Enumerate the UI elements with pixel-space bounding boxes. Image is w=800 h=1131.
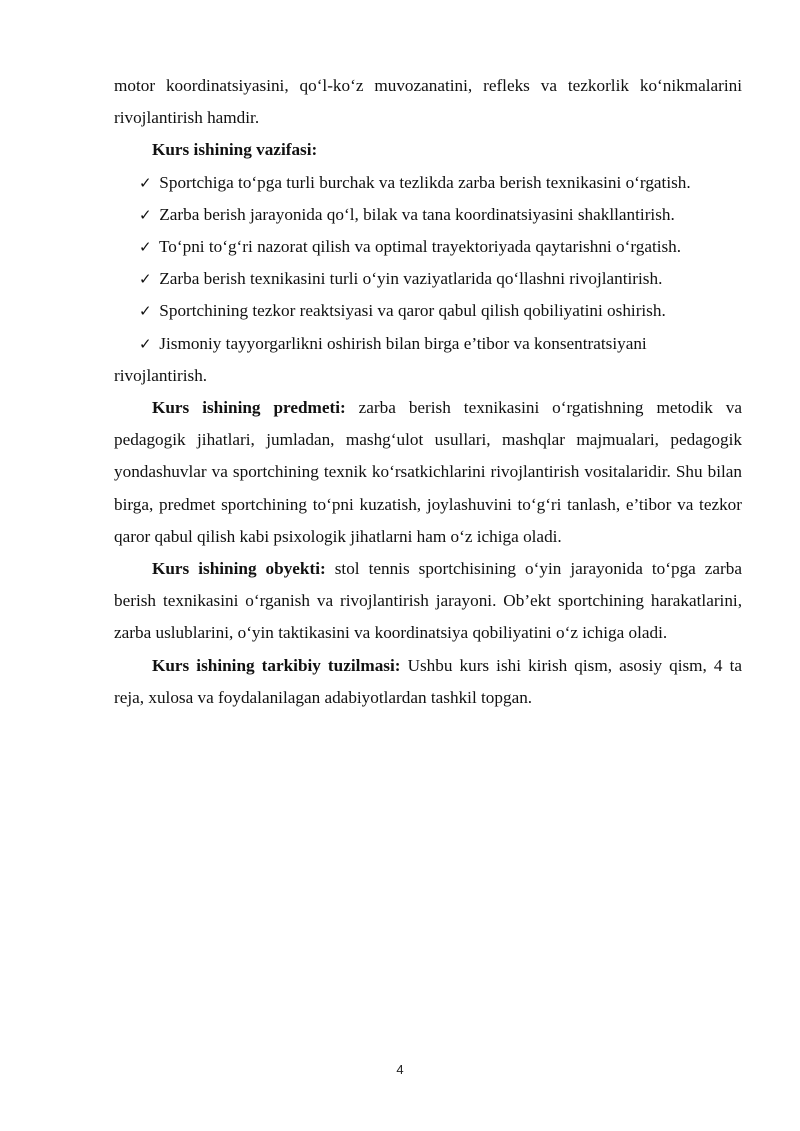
object-label: Kurs ishining obyekti: — [152, 559, 326, 579]
checkmark-icon: ✓ — [139, 270, 152, 289]
checkmark-icon: ✓ — [139, 205, 152, 224]
task-item-text: Sportchining tezkor reaktsiyasi va qaror qabul qilish qobiliyatini oshirish. — [159, 301, 666, 321]
document-page — [114, 70, 742, 714]
task-item-text: Zarba berish jarayonida qo‘l, bilak va tana koordinatsiyasini shakllantirish. — [159, 204, 675, 224]
subject-text: zarba berish texnikasini o‘rgatishning metodik va pedagogik jihatlari, jumladan, mashg‘ulot usullari, mashqlar majmualari, pedagogik yondashuvlar va sportchining texnik ko‘rsatkichlarini rivojlantirish vositalaridir. Shu bilan birga, predmet sportchining to‘pni kuzatish, joylashuvini to‘g‘ri tanlash, e’tibor va tezkor qaror qabul qilish kabi psixologik jihatlarni ham o‘z ichiga oladi. — [114, 398, 743, 546]
structure-text: Ushbu kurs ishi kirish qism, asosiy qism, 4 ta reja, xulosa va foydalanilagan adabiyotlardan tashkil topgan. — [114, 655, 742, 707]
task-item — [114, 328, 742, 392]
task-item — [114, 231, 742, 263]
task-item — [114, 167, 742, 199]
structure-label: Kurs ishining tarkibiy tuzilmasi: — [152, 655, 401, 675]
task-item — [114, 263, 742, 295]
task-item-text: To‘pni to‘g‘ri nazorat qilish va optimal trayektoriyada qaytarishni o‘rgatish. — [159, 237, 682, 257]
checkmark-icon: ✓ — [139, 302, 152, 321]
task-item-text: Sportchiga to‘pga turli burchak va tezlikda zarba berish texnikasini o‘rgatish. — [159, 172, 691, 192]
task-item-text: Zarba berish texnikasini turli o‘yin vaziyatlarida qo‘llashni rivojlantirish. — [159, 269, 663, 289]
subject-paragraph — [114, 392, 742, 553]
checkmark-icon: ✓ — [139, 238, 152, 257]
structure-paragraph — [114, 650, 742, 714]
object-paragraph — [114, 553, 742, 650]
task-item — [114, 295, 742, 327]
checkmark-icon: ✓ — [139, 173, 152, 192]
intro-continuation-paragraph: motor koordinatsiyasini, qo‘l-ko‘z muvozanatini, refleks va tezkorlik ko‘nikmalarini rivojlantirish hamdir. — [114, 76, 742, 128]
task-item-text: Jismoniy tayyorgarlikni oshirish bilan birga e’tibor va konsentratsiyani rivojlantirish. — [114, 333, 647, 385]
task-item — [114, 199, 742, 231]
object-text: stol tennis sportchisining o‘yin jarayonida to‘pga zarba berish texnikasini o‘rganish va rivojlantirish jarayoni. Ob’ekt sportchining harakatlarini, zarba uslublarini, o‘yin taktikasini va koordinatsiya qobiliyatini o‘z ichiga oladi. — [114, 559, 742, 643]
page-number: 4 — [396, 1062, 404, 1077]
tasks-heading: Kurs ishining vazifasi: — [152, 140, 318, 160]
subject-label: Kurs ishining predmeti: — [152, 398, 346, 418]
tasks-list — [114, 167, 742, 392]
checkmark-icon: ✓ — [139, 334, 152, 353]
